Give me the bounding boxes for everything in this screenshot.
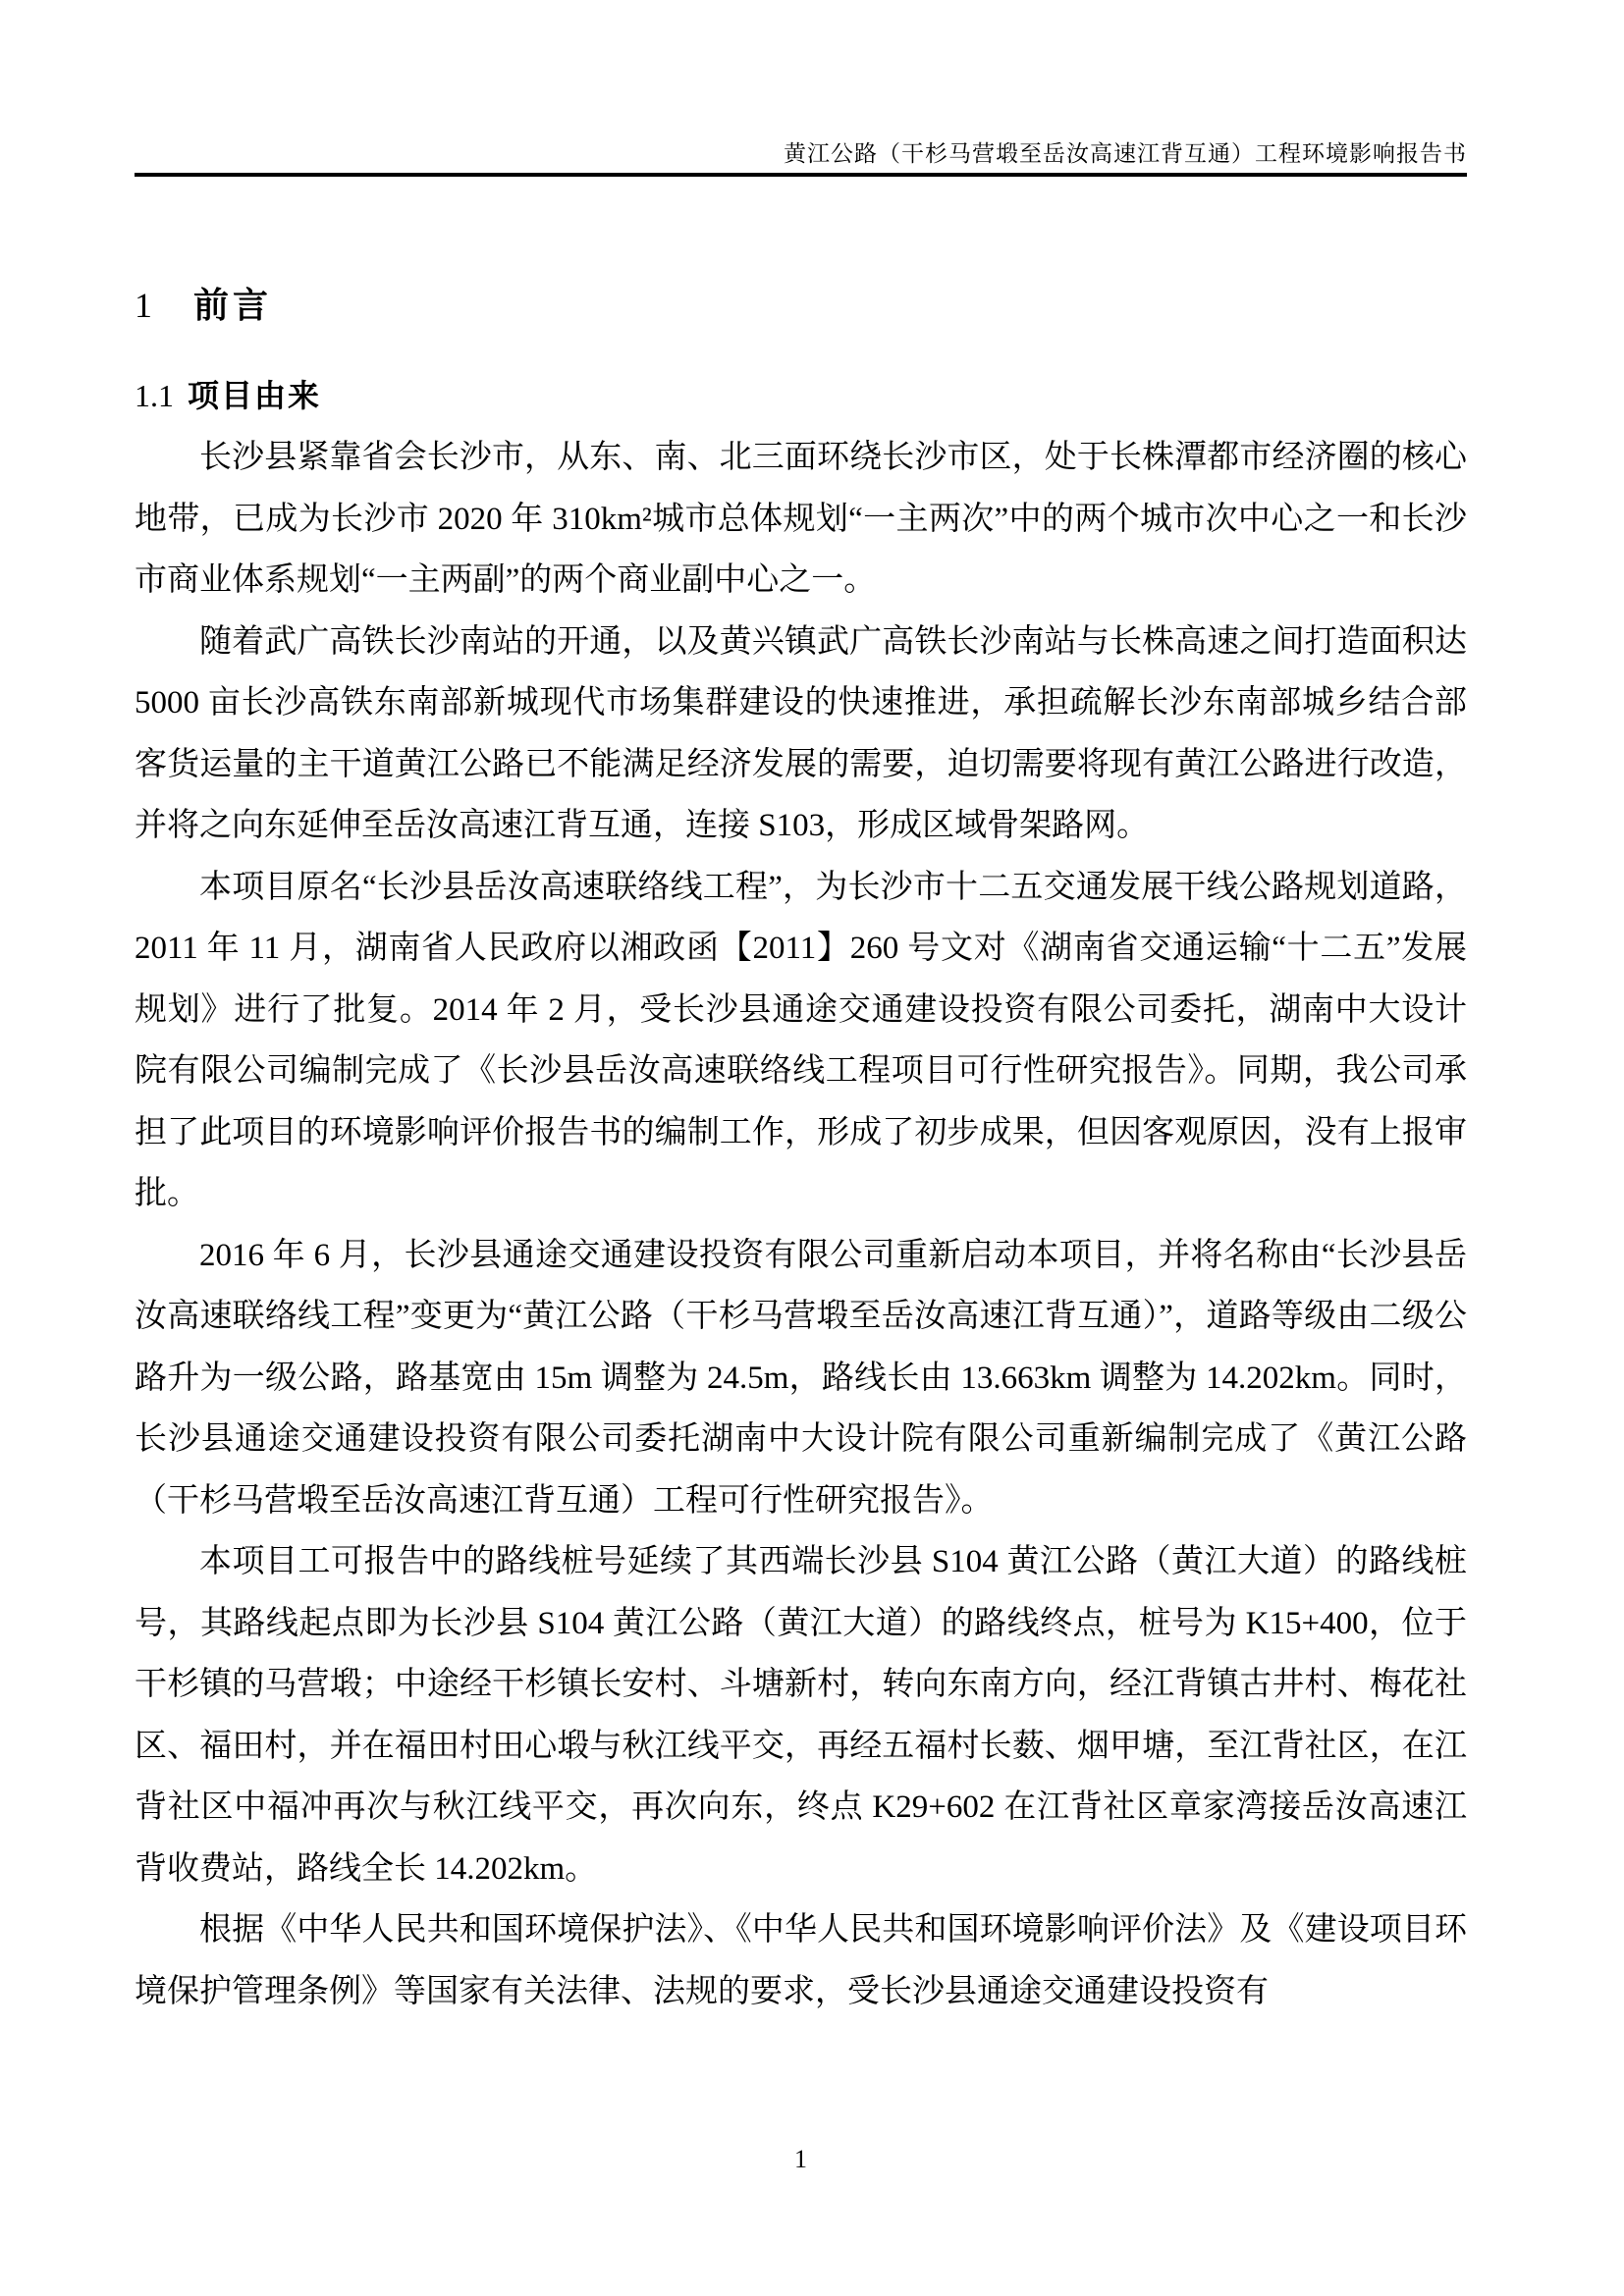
paragraph: 2016 年 6 月，长沙县通途交通建设投资有限公司重新启动本项目，并将名称由“长沙县岳汝高速联络线工程”变更为“黄江公路（干杉马营塅至岳汝高速江背互通）”，道路等级由二级公路升为一级公路，路基宽由 15m 调整为 24.5m，路线长由 13.663km 调整为 14.202km。同时，长沙县通途交通建设投资有限公司委托湖南中大设计院有限公司重新编制完成了《黄江公路（干杉马营塅至岳汝高速江背互通）工程可行性研究报告》。 bbox=[135, 1237, 1467, 1519]
subsection-title: 项目由来 bbox=[188, 378, 322, 413]
subsection-heading bbox=[135, 371, 321, 416]
subsection-number: 1.1 bbox=[135, 378, 174, 413]
section-number: 1 bbox=[135, 286, 152, 325]
body-paragraphs bbox=[135, 427, 1467, 2022]
paragraph: 本项目原名“长沙县岳汝高速联络线工程”，为长沙市十二五交通发展干线公路规划道路，2011 年 11 月，湖南省人民政府以湘政函【2011】260 号文对《湖南省交通运输“十二五”发展规划》进行了批复。2014 年 2 月，受长沙县通途交通建设投资有限公司委托，湖南中大设计院有限公司编制完成了《长沙县岳汝高速联络线工程项目可行性研究报告》。同期，我公司承担了此项目的环境影响评价报告书的编制工作，形成了初步成果，但因客观原因，没有上报审批。 bbox=[135, 869, 1467, 1211]
page-header-title: 黄江公路（干杉马营塅至岳汝高速江背互通）工程环境影响报告书 bbox=[784, 141, 1467, 166]
paragraph: 根据《中华人民共和国环境保护法》、《中华人民共和国环境影响评价法》及《建设项目环境保护管理条例》等国家有关法律、法规的要求，受长沙县通途交通建设投资有 bbox=[135, 1912, 1467, 2009]
paragraph: 本项目工可报告中的路线桩号延续了其西端长沙县 S104 黄江公路（黄江大道）的路线桩号，其路线起点即为长沙县 S104 黄江公路（黄江大道）的路线终点，桩号为 K15+400，位于干杉镇的马营塅；中途经干杉镇长安村、斗塘新村，转向东南方向，经江背镇古井村、梅花社区、福田村，并在福田村田心塅与秋江线平交，再经五福村长薮、烟甲塘，至江背社区，在江背社区中福冲再次与秋江线平交，再次向东，终点 K29+602 在江背社区章家湾接岳汝高速江背收费站，路线全长 14.202km。 bbox=[135, 1544, 1467, 1887]
paragraph: 长沙县紧靠省会长沙市，从东、南、北三面环绕长沙市区，处于长株潭都市经济圈的核心地带，已成为长沙市 2020 年 310km²城市总体规划“一主两次”中的两个城市次中心之一和长沙市商业体系规划“一主两副”的两个商业副中心之一。 bbox=[135, 440, 1467, 598]
page-number: 1 bbox=[794, 2145, 807, 2173]
section-heading bbox=[135, 278, 272, 328]
paragraph: 随着武广高铁长沙南站的开通，以及黄兴镇武广高铁长沙南站与长株高速之间打造面积达 5000 亩长沙高铁东南部新城现代市场集群建设的快速推进，承担疏解长沙东南部城乡结合部客货运量的主干道黄江公路已不能满足经济发展的需要，迫切需要将现有黄江公路进行改造，并将之向东延伸至岳汝高速江背互通，连接 S103，形成区域骨架路网。 bbox=[135, 623, 1467, 843]
header-rule bbox=[135, 173, 1467, 177]
section-title: 前言 bbox=[193, 285, 273, 325]
